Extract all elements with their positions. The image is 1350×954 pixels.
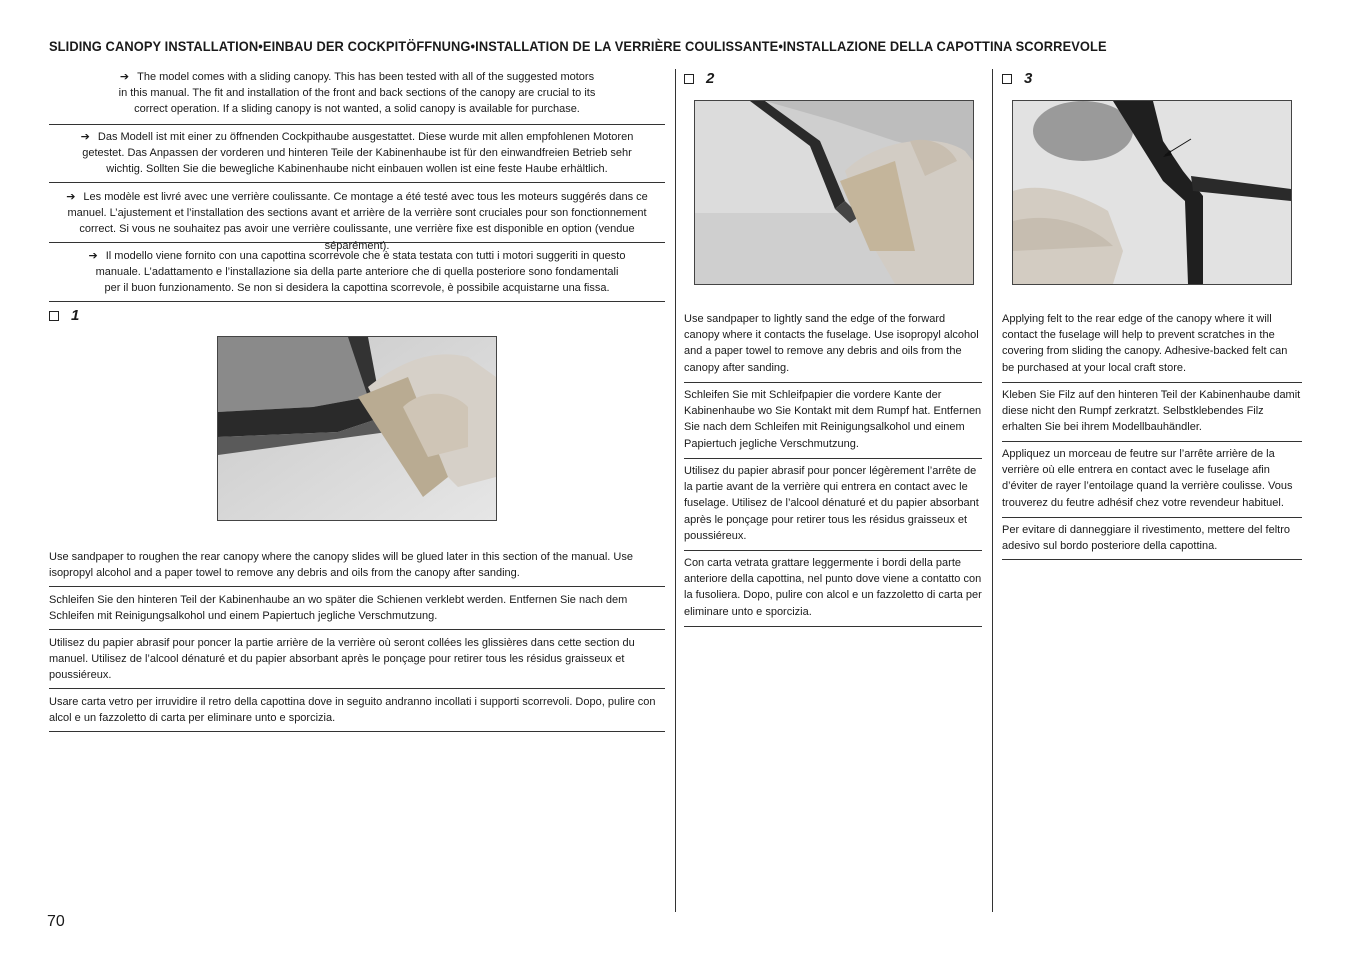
intro-note-fr <box>49 189 665 254</box>
divider <box>1002 559 1302 560</box>
step-3-it: Per evitare di danneggiare il rivestimento, mettere del feltro adesivo sul bordo posteriore della capottina. <box>1002 524 1290 553</box>
step-1-text <box>49 549 665 581</box>
arrow-right-icon: ➔ <box>88 250 98 262</box>
intro-it-line: manuale. L’adattamento e l’installazione sia della parte anteriore che di quella posteriore sono fondamentali <box>95 266 619 279</box>
checkbox-icon[interactable] <box>1002 74 1012 84</box>
step-number: 3 <box>1024 70 1033 87</box>
divider <box>49 629 665 630</box>
arrow-right-icon: ➔ <box>80 131 90 143</box>
divider <box>49 242 665 243</box>
arrow-right-icon: ➔ <box>119 71 130 83</box>
step-3-de: Kleben Sie Filz auf den hinteren Teil der Kabinenhaube damit diese nicht den Rumpf zerkratzt. Selbstklebendes Filz erhalten Sie bei ihrem Modellbauhändler. <box>1002 389 1301 434</box>
step-number: 2 <box>706 70 715 87</box>
intro-it-line: per il buon funzionamento. Se non si desidera la capottina scorrevole, è possibile acquistarne una fissa. <box>104 282 610 295</box>
divider <box>684 458 982 459</box>
step-3-header <box>1002 70 1032 87</box>
step-2-it: Con carta vetrata grattare leggermente i bordi della parte anteriore della capottina, nel punto dove viene a contatto con la fusoliera. Dopo, pulire con alcol e un fazzoletto di carta per eliminare unto e sporcizia. <box>684 557 982 618</box>
divider <box>684 626 982 627</box>
column-separator <box>992 69 993 912</box>
intro-fr-line: Les modèle est livré avec une verrière coulissante. Ce montage a été testé avec tous les moteurs suggérés dans ce <box>83 191 648 203</box>
intro-note-en <box>49 69 665 118</box>
arrow-right-icon: ➔ <box>66 191 76 203</box>
divider <box>49 301 665 302</box>
intro-en-line: The model comes with a sliding canopy. This has been tested with all of the suggested motors <box>137 71 595 83</box>
divider <box>1002 517 1302 518</box>
step-3-photo <box>1012 100 1292 285</box>
page-number: 70 <box>47 913 65 930</box>
page-title: SLIDING CANOPY INSTALLATION•EINBAU DER COCKPITÖFFNUNG•INSTALLATION DE LA VERRIÈRE COULISSANTE•INSTALLAZIONE DELLA CAPOTTINA SCORREVOLE <box>49 38 1107 54</box>
step-1-en: Use sandpaper to roughen the rear canopy where the canopy slides will be glued later in this section of the manual. Use isopropyl alcohol and a paper towel to remove any debris and oils from the canopy after sanding. <box>49 551 633 580</box>
divider <box>684 550 982 551</box>
divider <box>1002 441 1302 442</box>
step-2-header <box>684 70 714 87</box>
checkbox-icon[interactable] <box>684 74 694 84</box>
step-1-photo <box>217 336 497 521</box>
checkbox-icon[interactable] <box>49 311 59 321</box>
intro-de-line: getestet. Das Anpassen der vorderen und hinteren Teile der Kabinenhaube ist für den einwandfreien Betrieb sehr <box>82 147 632 160</box>
step-1-header <box>49 307 79 324</box>
divider <box>49 586 665 587</box>
intro-fr-line: correct. Si vous ne souhaitez pas avoir une verrière coulissante, une verrière fixe est disponible en option (vendue séparément). <box>79 223 635 252</box>
divider <box>684 382 982 383</box>
intro-de-line: wichtig. Sollten Sie die bewegliche Kabinenhaube nicht einbauen wollen ist eine feste Haube erhältlich. <box>106 163 608 176</box>
step-1-fr: Utilisez du papier abrasif pour poncer la partie arrière de la verrière où seront collées les glissières dans cette section du manuel. Utilisez de l’alcool dénaturé et du papier absorbant après le ponçage pour retirer tous les résidus graisseux et poussiéreux. <box>49 637 635 682</box>
step-2-en: Use sandpaper to lightly sand the edge of the forward canopy where it contacts the fuselage. Use isopropyl alcohol and a paper towel to remove any debris and oils from the canopy after sanding. <box>684 313 979 374</box>
step-1-it: Usare carta vetro per irruvidire il retro della capottina dove in seguito andranno incollati i supporti scorrevoli. Dopo, pulire con alcol e un fazzoletto di carta per eliminare unto e sporcizia. <box>49 696 656 725</box>
intro-note-de <box>49 129 665 178</box>
divider <box>49 731 665 732</box>
step-3-fr: Appliquez un morceau de feutre sur l’arrête arrière de la verrière où elle entrera en contact avec le fuselage afin d’éviter de rayer l’entoilage quand la verrière coulisse. Vous trouverez du feutre adhésif chez votre revendeur habituel. <box>1002 448 1293 509</box>
divider <box>49 182 665 183</box>
divider <box>1002 382 1302 383</box>
column-separator <box>675 69 676 912</box>
step-number: 1 <box>71 307 80 324</box>
intro-en-line: in this manual. The fit and installation of the front and back sections of the canopy are crucial to its <box>118 87 596 100</box>
intro-en-line: correct operation. If a sliding canopy is not wanted, a solid canopy is available for purchase. <box>134 103 580 116</box>
divider <box>49 688 665 689</box>
step-2-fr: Utilisez du papier abrasif pour poncer légèrement l’arrête de la partie avant de la verrière qui entrera en contact avec le fuselage. Utilisez de l’alcool dénaturé et du papier absorbant après le ponçage pour retirer tous les résidus graisseux et poussiéreux. <box>684 465 979 542</box>
intro-note-it <box>49 248 665 297</box>
step-2-photo <box>694 100 974 285</box>
divider <box>49 124 665 125</box>
intro-de-line: Das Modell ist mit einer zu öffnenden Cockpithaube ausgestattet. Diese wurde mit allen empfohlenen Motoren <box>97 131 634 143</box>
step-2-de: Schleifen Sie mit Schleifpapier die vordere Kante der Kabinenhaube wo Sie Kontakt mit dem Rumpf hat. Entfernen Sie nach dem Schleifen mit Reinigungsalkohol und einem Papiertuch jegliche Verschmutzung. <box>684 389 982 450</box>
intro-it-line: Il modello viene fornito con una capottina scorrevole che è stata testata con tutti i motori suggeriti in questo <box>105 250 626 262</box>
step-1-de: Schleifen Sie den hinteren Teil der Kabinenhaube an wo später die Schienen verklebt werden. Entfernen Sie nach dem Schleifen mit Reinigungsalkohol und einem Papiertuch jegliche Verschmutzung. <box>49 594 628 623</box>
intro-fr-line: manuel. L’ajustement et l’installation des sections avant et arrière de la verrière sont cruciales pour son fonctionnement <box>67 207 647 220</box>
step-3-en: Applying felt to the rear edge of the canopy where it will contact the fuselage will help to prevent scratches in the covering from sliding the canopy. Adhesive-backed felt can be purchased at your local craft store. <box>1002 313 1288 374</box>
